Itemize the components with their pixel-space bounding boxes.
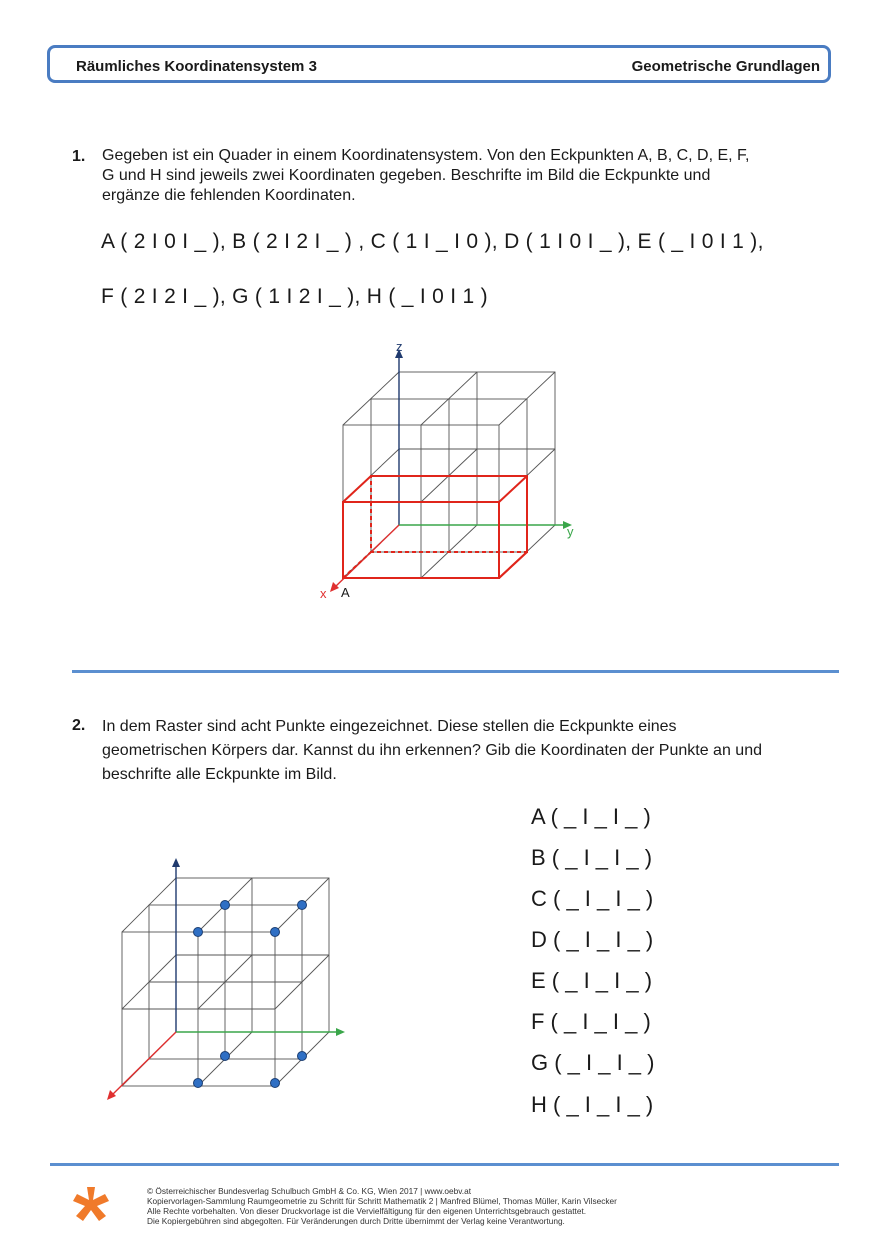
z-axis-arrow [172, 858, 180, 867]
grid-point [298, 901, 307, 910]
task1-formula-line-1: A ( 2 I 0 I _ ), B ( 2 I 2 I _ ) , C ( 1 I _ I 0 ), D ( 1 I 0 I _ ), E ( _ I 0 I 1 ), [101, 230, 764, 253]
task1-line-1: Gegeben ist ein Quader in einem Koordinatensystem. Von den Eckpunkten A, B, C, D, E, F, [102, 147, 750, 164]
coordinate-line-e: E ( _ I _ I _ ) [531, 968, 653, 993]
grid-point [221, 901, 230, 910]
task2-line-2: geometrischen Körpers dar. Kannst du ihn erkennen? Gib die Koordinaten der Punkte an und [102, 742, 762, 759]
coordinate-line-g: G ( _ I _ I _ ) [531, 1050, 655, 1075]
header-box [47, 45, 831, 83]
footer-line-3: Alle Rechte vorbehalten. Von dieser Druckvorlage ist die Vervielfältigung für den eigenen Unterrichtsgebrauch gestattet. [147, 1206, 587, 1216]
publisher-logo [72, 1185, 110, 1223]
coordinate-line-b: B ( _ I _ I _ ) [531, 845, 653, 870]
task1-line-3: ergänze die fehlenden Koordinaten. [102, 187, 356, 204]
task1-line-2: G und H sind jeweils zwei Koordinaten gegeben. Beschrifte im Bild die Eckpunkte und [102, 167, 711, 184]
grid-point [194, 928, 203, 937]
task1-text [102, 146, 749, 206]
task2-text [102, 715, 762, 787]
coordinate-line-h: H ( _ I _ I _ ) [531, 1092, 654, 1117]
task1-formula-line-2: F ( 2 I 2 I _ ), G ( 1 I 2 I _ ), H ( _ I 0 I 1 ) [101, 285, 488, 308]
coordinate-line-d: D ( _ I _ I _ ) [531, 927, 654, 952]
task1-number: 1. [72, 148, 86, 165]
task2-line-3: beschrifte alle Eckpunkte im Bild. [102, 766, 337, 783]
point-a-label: A [341, 585, 350, 600]
section-divider [72, 670, 839, 673]
y-axis-arrow [336, 1028, 345, 1036]
footer-line-2: Kopiervorlagen-Sammlung Raumgeometrie zu Schritt für Schritt Mathematik 2 | Manfred Blümel, Thomas Müller, Karin Vilsecker [147, 1196, 617, 1206]
z-axis-label: z [396, 339, 403, 354]
footer-divider [50, 1163, 839, 1166]
grid-point [221, 1052, 230, 1061]
task2-line-1: In dem Raster sind acht Punkte eingezeichnet. Diese stellen die Eckpunkte eines [102, 718, 677, 735]
y-axis-label: y [567, 524, 574, 539]
worksheet-title: Räumliches Koordinatensystem 3 [76, 58, 317, 75]
grid-point [271, 1079, 280, 1088]
task2-number: 2. [72, 717, 86, 734]
footer-line-4: Die Kopiergebühren sind abgegolten. Für Veränderungen durch Dritte übernimmt der Verlag keine Verantwortung. [147, 1216, 565, 1226]
footer-line-1: © Österreichischer Bundesverlag Schulbuch GmbH & Co. KG, Wien 2017 | www.oebv.at [147, 1186, 471, 1196]
x-axis-label: x [320, 586, 327, 601]
worksheet-category: Geometrische Grundlagen [631, 58, 820, 75]
grid-point [194, 1079, 203, 1088]
grid-point [271, 928, 280, 937]
coordinate-line-f: F ( _ I _ I _ ) [531, 1009, 651, 1034]
grid-point [298, 1052, 307, 1061]
task2-figure [95, 850, 355, 1110]
coordinate-line-c: C ( _ I _ I _ ) [531, 886, 654, 911]
coordinate-line-a: A ( _ I _ I _ ) [531, 804, 651, 829]
footer-copyright [147, 1186, 617, 1226]
task1-figure [300, 330, 600, 610]
